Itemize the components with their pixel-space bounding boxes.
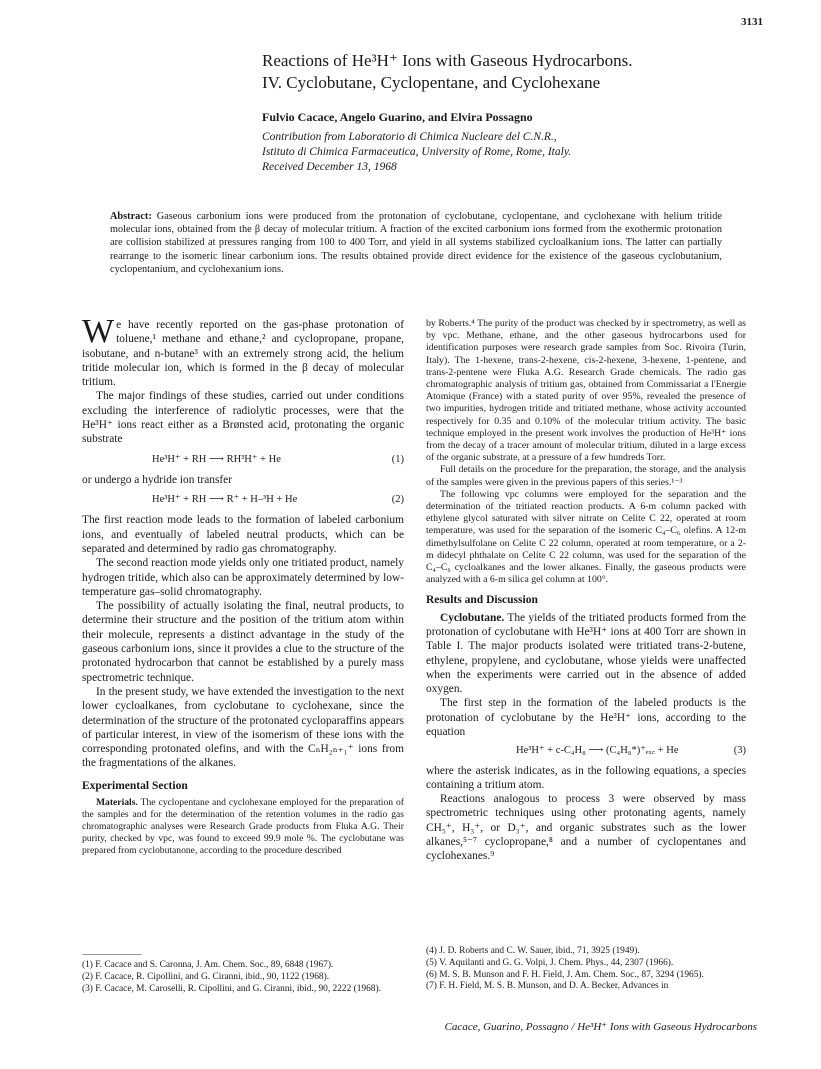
paragraph: Cyclobutane. The yields of the tritiated products formed from the protonation of cyclobutane with He³H⁺ ions at 400 Torr are shown in Table I. The major products isolated were tritiated trans-2-butene, ethylene, propylene, and cyclobutane, whose yields were unaffected when the experiments were carried out in the absence of added oxygen. xyxy=(426,611,746,696)
equation-3: He³H⁺ + c-C₄H₈ ⟶ (C₄H₈*)⁺ₑₓ꜀ + He (3) xyxy=(516,745,746,757)
section-heading: Results and Discussion xyxy=(426,594,538,607)
paragraph: The possibility of actually isolating the final, neutral products, to determine their structure and the position of the tritium atom within their molecule, represents a distinct advantage in the study of the gaseous carbonium ions, since it provides a clue to the structure of the protonated hydrocarbon that cannot be established by a purely mass spectrometric technique. xyxy=(82,600,404,684)
footnote: (2) F. Cacace, R. Cipollini, and G. Ciranni, ibid., 90, 1122 (1968). xyxy=(82,971,330,982)
paragraph: where the asterisk indicates, as in the following equations, a species containing a tritium atom. xyxy=(426,764,746,791)
affiliation xyxy=(262,130,782,175)
drop-cap: W xyxy=(82,313,115,350)
materials-paragraph: Materials. The cyclopentane and cyclohexane employed for the preparation of the samples and for the determination of the retention volumes in the radio gas chromatographic analyses were Research Grade products from Fluka A.G. Their purity, checked by vpc, was found to exceed 99.9 mole %. The cyclobutane was prepared from cyclobutanone, according to the procedure described xyxy=(82,796,404,857)
affiliation-line: Istituto di Chimica Farmaceutica, University of Rome, Rome, Italy. xyxy=(262,146,572,158)
title-line-1: Reactions of He³H⁺ Ions with Gaseous Hydrocarbons. xyxy=(262,51,633,70)
received-date: Received December 13, 1968 xyxy=(262,161,397,173)
paragraph: The following vpc columns were employed for the separation and the determination of the tritiated reaction products. A 6-m column packed with ethylene glycol saturated with silver nitrate on Celite C 22, operated at room temperature, was used for the separation of the isomeric C₄–C₆ olefins. A 12-m dimethylsulfolane on Celite C 22 column, operated at room temperature, or a 2-m didecyl phthalate on Celite C 22 column, was used for the separation of the C₄–C₆ cycloalkanes and the lower alkanes. Finally, the gaseous products were analyzed with a 6-m silica gel column at 100°. xyxy=(426,488,746,586)
footnote: (1) F. Cacace and S. Caronna, J. Am. Chem. Soc., 89, 6848 (1967). xyxy=(82,960,334,970)
paragraph: or undergo a hydride ion transfer xyxy=(82,473,233,486)
footnote: (3) F. Cacace, M. Caroselli, R. Cipollini, and G. Ciranni, ibid., 90, 2222 (1968). xyxy=(82,983,381,994)
paragraph: Reactions analogous to process 3 were observed by mass spectrometric techniques using other protonating agents, namely CH₅⁺, H₃⁺, or D₃⁺, and organic substrates such as the lower alkanes,⁵⁻⁷ cyclopropane,⁸ and a number of cyclopentanes and cyclohexanes.⁹ xyxy=(426,793,746,863)
footnote: (7) F. H. Field, M. S. B. Munson, and D. A. Becker, Advances in xyxy=(426,981,669,992)
paragraph: by Roberts.⁴ The purity of the product was checked by ir spectrometry, as well as by vpc. Methane, ethane, and the other gaseous hydrocarbons used for identification purposes were research grade samples from Soc. Rivoira (Turin, Italy). The 1-hexene, trans-2-hexene, cis-2-hexene, 3-hexene, 1-pentene, and trans-2-pentene were Fluka A.G. Research Grade chemicals. The radio gas chromatographic analysis of tritium gas, obtained from Commissariat a l'Energie Atomique (France) with a stated purity of over 95%, revealed the presence of two impurities, hydrogen tritide and tritiated methane, whose activity accounted respectively for 0.35 and 0.10% of the molecular tritium activity. The basic technique employed in the present work involves the production of He³H⁺ ions from the decay of a tracer amount of molecular tritium, diluted in a large excess of the organic substrate, at a pressure of a few hundreds Torr. xyxy=(426,318,746,464)
equation-2: He³H⁺ + RH ⟶ R⁺ + H–³H + He (2) xyxy=(152,494,404,506)
footnote: (4) J. D. Roberts and C. W. Sauer, ibid., 71, 3925 (1949). xyxy=(426,946,640,956)
left-column xyxy=(82,313,404,857)
footnotes-left xyxy=(82,960,404,995)
affiliation-line: Contribution from Laboratorio di Chimica Nucleare del C.N.R., xyxy=(262,131,557,143)
footnotes-right xyxy=(426,946,746,993)
intro-paragraph: We have recently reported on the gas-phase protonation of toluene,¹ methane and ethane,² and cyclopropane, propane, isobutane, and n-butane³ with an extremely strong acid, the helium tritide molecular ion, which is formed in the β decay of molecular tritium. xyxy=(82,313,404,389)
abstract-text: Gaseous carbonium ions were produced from the protonation of cyclobutane, cyclopentane, and cyclohexane with helium tritide molecular ions, obtained from the β decay of molecular tritium. A fraction of the excited carbonium ions formed from the exothermic protonation are collision stabilized at pressures ranging from 100 to 400 Torr, and yield in all systems stabilized cycloalkanium ions. The latter can partially rearrange to the isomeric linear carbonium ions. The results obtained provide direct evidence for the existence of the gaseous cyclobutanium, cyclopentanium, and cyclohexanium ions. xyxy=(110,211,722,275)
footnote: (6) M. S. B. Munson and F. H. Field, J. Am. Chem. Soc., 87, 3294 (1965). xyxy=(426,969,704,980)
footnote: (5) V. Aquilanti and G. G. Volpi, J. Chem. Phys., 44, 2307 (1966). xyxy=(426,957,674,968)
footnote-rule xyxy=(82,954,142,955)
equation-1: He³H⁺ + RH ⟶ RH³H⁺ + He (1) xyxy=(152,453,404,465)
paragraph: The major findings of these studies, carried out under conditions excluding the interference of radiolytic processes, were that the He³H⁺ ions react either as a Brønsted acid, protonating the organic substrate xyxy=(82,390,404,446)
page-number: 3131 xyxy=(741,16,763,28)
paragraph: Full details on the procedure for the preparation, the storage, and the analysis of the samples were given in the previous papers of this series.¹⁻³ xyxy=(426,464,746,488)
paragraph: The first reaction mode leads to the formation of labeled carbonium ions, and eventually of labeled neutral products, which can be separated and determined by radio gas chromatography. xyxy=(82,514,404,555)
section-heading: Experimental Section xyxy=(82,779,188,792)
paragraph: The first step in the formation of the labeled products is the protonation of cyclobutane by the He³H⁺ ions, according to the equation xyxy=(426,697,746,739)
paragraph: The second reaction mode yields only one tritiated product, namely hydrogen tritide, which also can be approximately determined by low-temperature gas–solid chromatography. xyxy=(82,557,404,598)
paragraph: In the present study, we have extended the investigation to the next lower cycloalkanes, from cyclobutane to cyclohexane, since the determination of the structure of the protonated cycloparaffins appears of particular interest, in view of the isomerism of these ions with the corresponding protonated olefins, and with the CₙH₂ₙ₊₁⁺ ions from the fragmentations of the alkanes. xyxy=(82,685,404,770)
abstract xyxy=(110,210,722,276)
paper-title xyxy=(262,50,782,94)
authors: Fulvio Cacace, Angelo Guarino, and Elvira Possagno xyxy=(262,110,533,124)
title-line-2: IV. Cyclobutane, Cyclopentane, and Cyclohexane xyxy=(262,73,601,92)
right-column xyxy=(426,318,746,864)
running-footer: Cacace, Guarino, Possagno / He³H⁺ Ions with Gaseous Hydrocarbons xyxy=(444,1021,757,1033)
abstract-label: Abstract: xyxy=(110,211,152,222)
